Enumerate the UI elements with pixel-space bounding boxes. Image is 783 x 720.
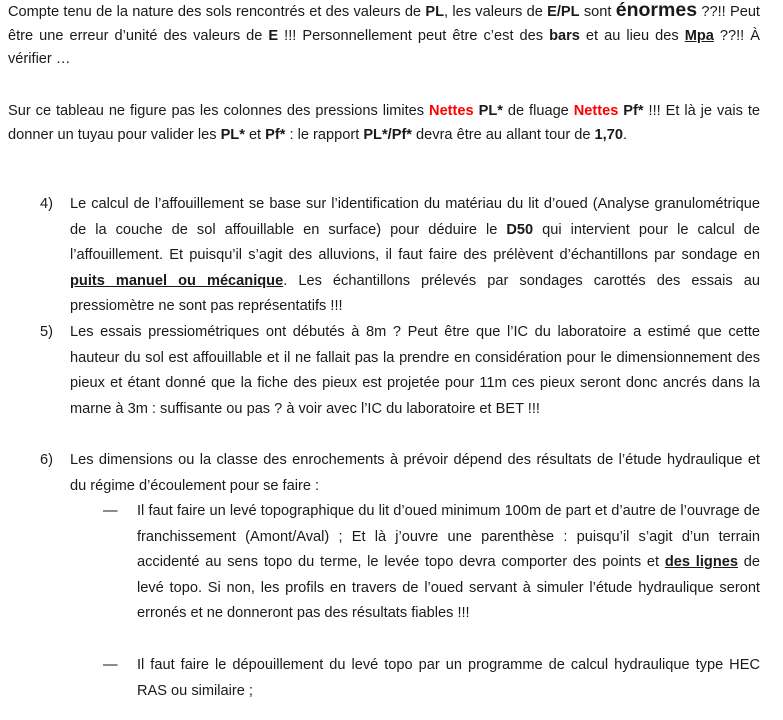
e-term: E (268, 27, 279, 44)
list-number: 5) (40, 324, 53, 340)
mpa-term: Mpa (684, 27, 714, 44)
ratio-term: PL*/Pf* (363, 126, 412, 143)
list-item-4 (40, 192, 760, 320)
dash-bullet: — (103, 657, 118, 673)
sub-item-text: Il faut faire un levé topographique du lit d’oued minimum 100m de part et d’autre de l’ouvrage de franchissement (Amont/Aval) ; Et là j’ouvre une parenthèse : puisqu’il s’agit d’un terrain accidenté au sens topo du terme, le levée topo devra comporter des points et des lignes de levé topo. Si non, les profils en travers de l’oued servant à simuler l’étude hydraulique seront erronés et ne donneront pas des résultats fiables !!! (137, 503, 760, 622)
list-item-6 (40, 448, 760, 499)
pf-star-term: Pf* (618, 103, 644, 119)
bars-term: bars (549, 27, 580, 44)
puits-term: puits manuel ou mécanique (70, 272, 284, 289)
pl-star-term-2: PL* (220, 126, 245, 143)
sub-item-hydraulic-program (103, 653, 760, 704)
list-item-text: Les dimensions ou la classe des enrochements à prévoir dépend des résultats de l’étude hydraulique et du régime d’écoulement pour se faire : (70, 452, 760, 494)
list-item-5 (40, 320, 760, 422)
pf-star-term-2: Pf* (265, 126, 286, 143)
list-item-text: Les essais pressiométriques ont débutés à 8m ? Peut être que l’IC du laboratoire a estimé que cette hauteur du sol est affouillable et il ne fallait pas la prendre en considération pour le dimensionnement des pieux et étant donné que la fiche des pieux est projetée pour 11m ces pieux seront donc ancrés dans la marne à 3m : suffisante ou pas ? à voir avec l’IC du laboratoire et BET !!! (70, 324, 760, 417)
d50-term: D50 (506, 221, 534, 238)
lignes-term: des lignes (664, 554, 738, 571)
paragraph-net-pressures: Sur ce tableau ne figure pas les colonnes des pressions limites Nettes PL* de fluage Nettes Pf* !!! Et là je vais te donner un tuyau pour valider les PL* et Pf* : le rapport PL*/Pf* devra être au allant tour de 1,70. (8, 103, 761, 143)
dash-bullet: — (103, 503, 118, 519)
pl-star-term: PL* (473, 103, 503, 119)
nettes-highlight-1: Nettes (429, 103, 474, 119)
sub-item-topographic-survey (103, 499, 760, 627)
epl-term: E/PL (547, 4, 580, 20)
sub-item-text: Il faut faire le dépouillement du levé topo par un programme de calcul hydraulique type HEC RAS ou similaire ; (137, 657, 760, 699)
nettes-highlight-2: Nettes (573, 103, 619, 119)
enormes-emphasis: énormes (615, 0, 698, 21)
list-number: 6) (40, 452, 53, 468)
ratio-value: 1,70 (594, 126, 623, 143)
list-number: 4) (40, 196, 53, 212)
pl-term: PL (425, 4, 444, 20)
list-item-text: Le calcul de l’affouillement se base sur l’identification du matériau du lit d’oued (Analyse granulométrique de la couche de sol affouillable en surface) pour déduire le D50 qui intervient pour le calcul de l’affouillement. Et puisqu’il s’agit des alluvions, il faut faire des prélèvent d’échantillons par sondage en puits manuel ou mécanique. Les échantillons prélevés par sondages carottés des essais au pressiomètre ne sont pas représentatifs !!! (70, 196, 761, 315)
paragraph-units-remark: Compte tenu de la nature des sols rencontrés et des valeurs de PL, les valeurs de E/PL sont énormes ??!! Peut être une erreur d’unité des valeurs de E !!! Personnellement peut être c’est des bars et au lieu des Mpa ??!! À vérifier … (8, 0, 760, 67)
